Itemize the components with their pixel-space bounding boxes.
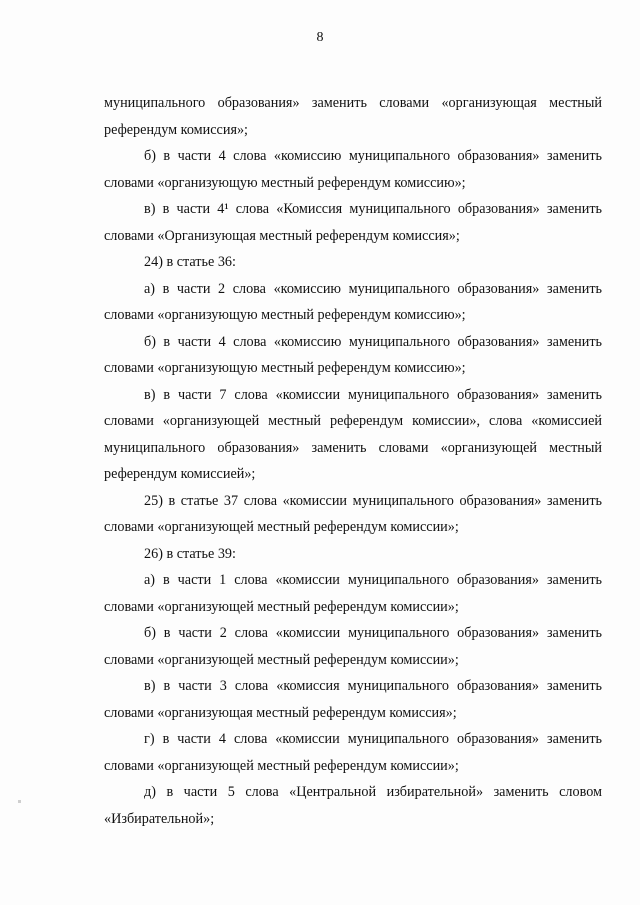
- paragraph: б) в части 2 слова «комиссии муниципального образования» заменить словами «организующей местный референдум комиссии»;: [104, 625, 602, 668]
- paragraph: в) в части 7 слова «комиссии муниципального образования» заменить словами «организующей местный референдум комиссии», слова «комиссией муниципального образования» заменить словами «организующей местный референдум комиссией»;: [104, 386, 602, 482]
- paragraph: г) в части 4 слова «комиссии муниципального образования» заменить словами «организующей местный референдум комиссии»;: [104, 731, 602, 774]
- paragraph: а) в части 1 слова «комиссии муниципального образования» заменить словами «организующей местный референдум комиссии»;: [104, 572, 602, 615]
- paragraph: в) в части 3 слова «комиссия муниципального образования» заменить словами «организующая местный референдум комиссия»;: [104, 678, 602, 721]
- paragraph: муниципального образования» заменить словами «организующая местный референдум комиссия»;: [104, 95, 602, 138]
- page-number: 8: [316, 30, 324, 45]
- document-body: [104, 90, 602, 832]
- paragraph: б) в части 4 слова «комиссию муниципального образования» заменить словами «организующую местный референдум комиссию»;: [104, 333, 602, 376]
- paragraph: 25) в статье 37 слова «комиссии муниципального образования» заменить словами «организующей местный референдум комиссии»;: [104, 492, 602, 535]
- paragraph: а) в части 2 слова «комиссию муниципального образования» заменить словами «организующую местный референдум комиссию»;: [104, 280, 602, 323]
- paragraph: д) в части 5 слова «Центральной избирательной» заменить словом «Избирательной»;: [104, 784, 602, 827]
- scan-dust-mark: [18, 800, 21, 803]
- paragraph: в) в части 4¹ слова «Комиссия муниципального образования» заменить словами «Организующая местный референдум комиссия»;: [104, 201, 602, 244]
- paragraph: 24) в статье 36:: [144, 254, 236, 270]
- paragraph: 26) в статье 39:: [144, 545, 236, 562]
- paragraph: б) в части 4 слова «комиссию муниципального образования» заменить словами «организующую местный референдум комиссию»;: [104, 148, 602, 191]
